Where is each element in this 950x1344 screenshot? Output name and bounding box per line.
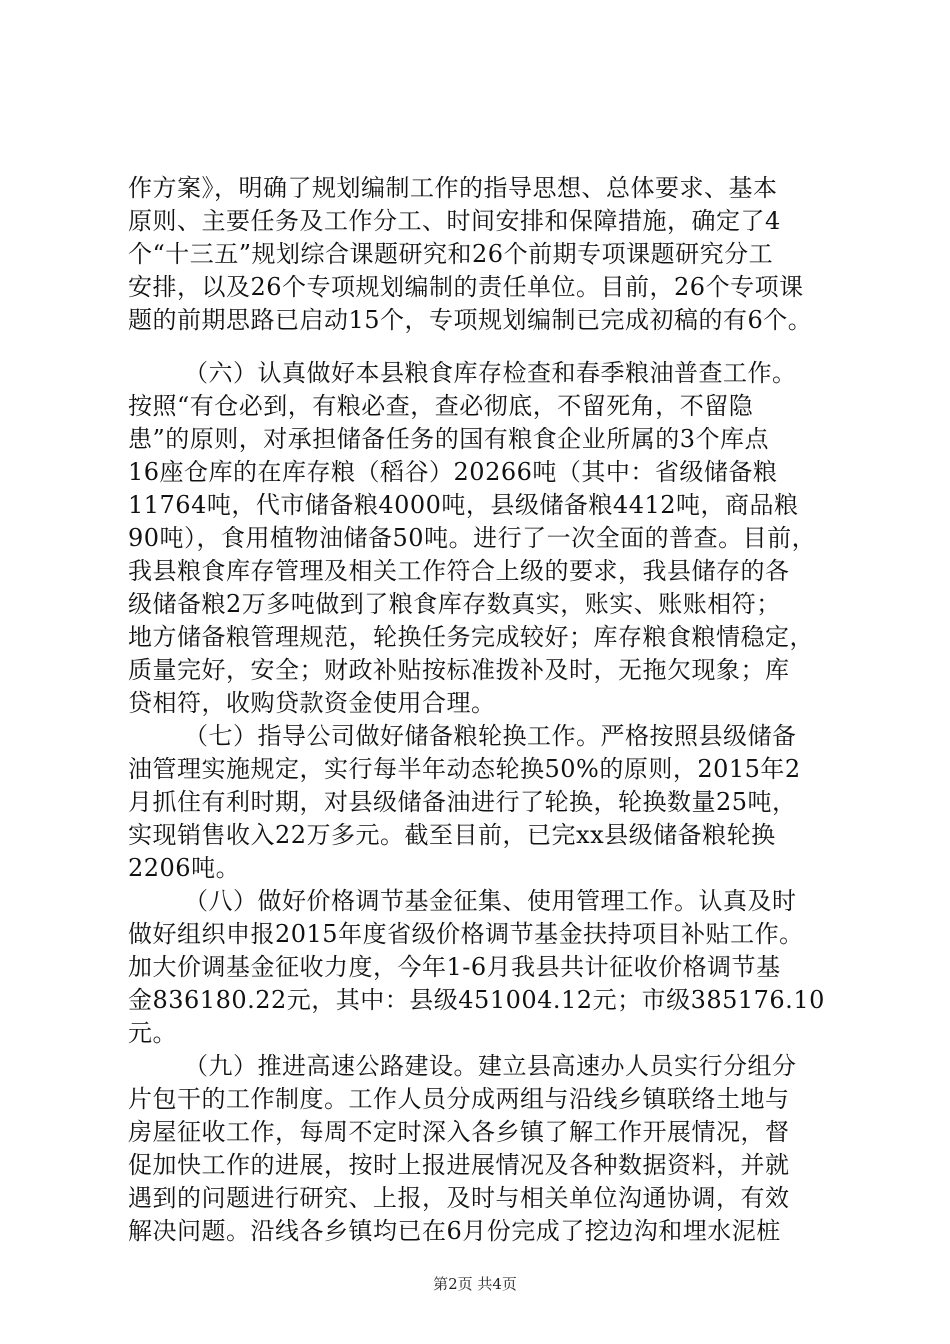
text-line: 按照“有仓必到，有粮必查，查必彻底，不留死角，不留隐: [128, 392, 754, 420]
text-line: 片包干的工作制度。工作人员分成两组与沿线乡镇联络土地与: [128, 1085, 790, 1113]
paragraph-heading-7: （七）指导公司做好储备粮轮换工作。严格按照县级储备: [184, 722, 797, 750]
text-line: 2206吨。: [128, 854, 241, 882]
text-line: 实现销售收入22万多元。截至目前，已完xx县级储备粮轮换: [128, 821, 776, 849]
paragraph-heading-9: （九）推进高速公路建设。建立县高速办人员实行分组分: [184, 1052, 797, 1080]
text-line: 做好组织申报2015年度省级价格调节基金扶持项目补贴工作。: [128, 920, 804, 948]
text-line: 11764吨，代市储备粮4000吨，县级储备粮4412吨，商品粮: [128, 491, 799, 519]
text-line: 月抓住有利时期，对县级储备油进行了轮换，轮换数量25吨，: [128, 788, 797, 816]
text-line: 级储备粮2万多吨做到了粮食库存数真实，账实、账账相符；: [128, 590, 781, 618]
text-line: 个“十三五”规划综合课题研究和26个前期专项课题研究分工: [128, 240, 774, 268]
text-line: 作方案》，明确了规划编制工作的指导思想、总体要求、基本: [128, 174, 778, 202]
text-line: 地方储备粮管理规范，轮换任务完成较好；库存粮食粮情稳定，: [128, 623, 814, 651]
text-line: 我县粮食库存管理及相关工作符合上级的要求，我县储存的各: [128, 557, 790, 585]
text-line: 元。: [128, 1019, 177, 1047]
text-line: 金836180.22元，其中：县级451004.12元；市级385176.10: [128, 986, 825, 1014]
paragraph-heading-6: （六）认真做好本县粮食库存检查和春季粮油普查工作。: [184, 359, 797, 387]
text-line: 促加快工作的进展，按时上报进展情况及各种数据资料，并就: [128, 1151, 790, 1179]
text-line: 加大价调基金征收力度，今年1-6月我县共计征收价格调节基: [128, 953, 781, 981]
text-line: 解决问题。沿线各乡镇均已在6月份完成了挖边沟和埋水泥桩: [128, 1217, 781, 1245]
text-line: 遇到的问题进行研究、上报，及时与相关单位沟通协调，有效: [128, 1184, 790, 1212]
text-line: 质量完好，安全；财政补贴按标准拨补及时，无拖欠现象；库: [128, 656, 790, 684]
text-line: 安排，以及26个专项规划编制的责任单位。目前，26个专项课: [128, 273, 804, 301]
text-line: 房屋征收工作，每周不定时深入各乡镇了解工作开展情况，督: [128, 1118, 790, 1146]
text-line: 16座仓库的在库存粮（稻谷）20266吨（其中：省级储备粮: [128, 458, 778, 486]
text-line: 原则、主要任务及工作分工、时间安排和保障措施，确定了4: [128, 207, 781, 235]
text-line: 油管理实施规定，实行每半年动态轮换50%的原则，2015年2: [128, 755, 801, 783]
text-line: 患”的原则，对承担储备任务的国有粮食企业所属的3个库点: [128, 425, 770, 453]
text-line: 贷相符，收购贷款资金使用合理。: [128, 689, 496, 717]
page-number-footer: 第2页 共4页: [433, 1275, 517, 1293]
text-line: 题的前期思路已启动15个，专项规划编制已完成初稿的有6个。: [128, 306, 813, 334]
text-line: 90吨），食用植物油储备50吨。进行了一次全面的普查。目前，: [128, 524, 817, 552]
paragraph-heading-8: （八）做好价格调节基金征集、使用管理工作。认真及时: [184, 887, 797, 915]
